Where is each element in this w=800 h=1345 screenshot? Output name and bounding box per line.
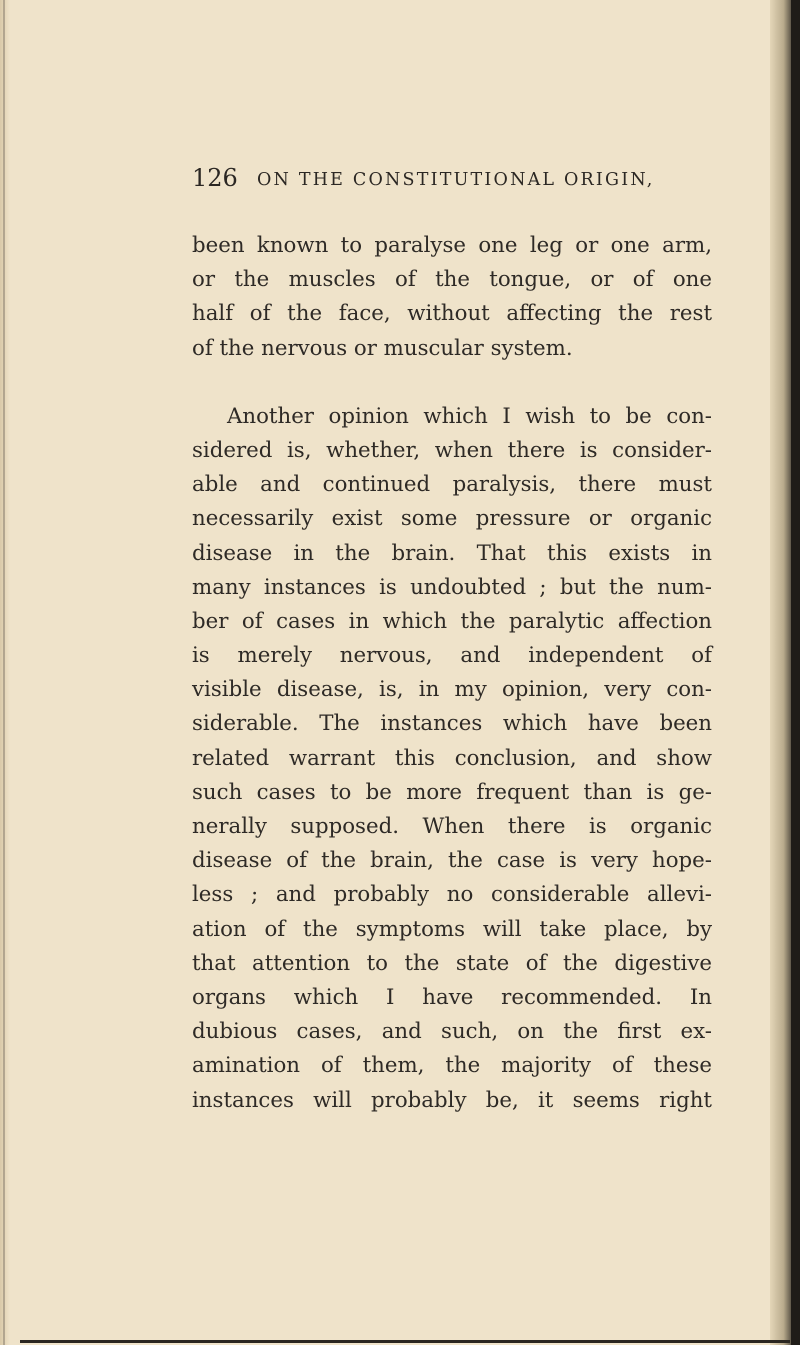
- text-line: such cases to be more frequent than is ge-: [192, 779, 712, 805]
- text-line: nerally supposed. When there is organic: [192, 814, 712, 839]
- text-line: that attention to the state of the digestive: [192, 950, 712, 976]
- text-line: many instances is undoubted ; but the num-: [192, 574, 712, 600]
- text-line: ber of cases in which the paralytic affection: [192, 608, 712, 634]
- text-line: related warrant this conclusion, and show: [192, 745, 712, 771]
- text-line: half of the face, without affecting the rest: [192, 301, 712, 327]
- binding-dark-strip: [791, 0, 800, 1345]
- text-line: been known to paralyse one leg or one arm,: [192, 233, 712, 258]
- left-edge-line: [3, 0, 5, 1345]
- text-line: able and continued paralysis, there must: [192, 472, 712, 498]
- text-line: less ; and probably no considerable allevi-: [192, 882, 712, 908]
- text-line: disease in the brain. That this exists in: [192, 540, 712, 566]
- text-line: sidered is, whether, when there is consider-: [192, 437, 712, 463]
- text-line: siderable. The instances which have been: [192, 711, 712, 737]
- text-line: visible disease, is, in my opinion, very con-: [192, 677, 712, 703]
- text-line: instances will probably be, it seems right: [192, 1087, 712, 1113]
- paragraph-1: [192, 229, 712, 366]
- page-number: 126: [192, 164, 238, 192]
- text-line: dubious cases, and such, on the first ex-: [192, 1019, 712, 1045]
- bottom-edge-rule: [20, 1340, 790, 1343]
- text-line: ation of the symptoms will take place, by: [192, 916, 712, 942]
- text-line: disease of the brain, the case is very hope-: [192, 848, 712, 874]
- text-line: or the muscles of the tongue, or of one: [192, 267, 712, 293]
- running-head: ON THE CONSTITUTIONAL ORIGIN,: [257, 170, 655, 190]
- text-line: is merely nervous, and independent of: [192, 643, 712, 669]
- text-line: amination of them, the majority of these: [192, 1053, 712, 1079]
- page-header: [192, 160, 752, 196]
- paragraph-2: [192, 400, 712, 1118]
- text-line: necessarily exist some pressure or organic: [192, 506, 712, 532]
- body-text: [192, 229, 712, 1118]
- binding-shadow: [770, 0, 800, 1345]
- text-line: Another opinion which I wish to be con-: [227, 403, 712, 429]
- text-line: organs which I have recommended. In: [192, 984, 712, 1010]
- left-page-edge: [0, 0, 10, 1345]
- text-line: of the nervous or muscular system.: [192, 335, 573, 361]
